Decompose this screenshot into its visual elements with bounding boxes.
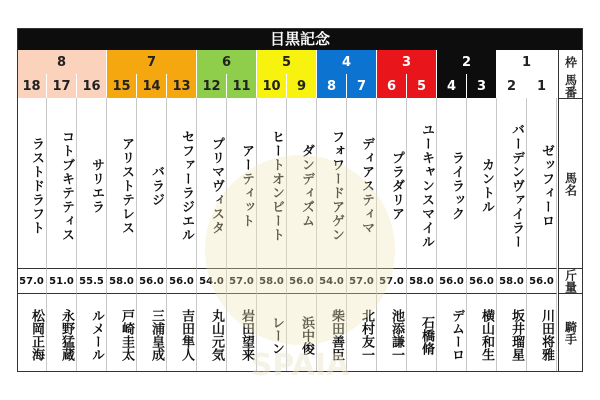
horse-name: ディアスティマ bbox=[347, 98, 377, 268]
jockey-name: 丸山元気 bbox=[197, 293, 227, 372]
jockey-name: レーン bbox=[257, 293, 287, 372]
jockey-name: 池添謙一 bbox=[377, 293, 407, 372]
horse-number: 12 bbox=[197, 74, 227, 98]
horse-number: 5 bbox=[407, 74, 437, 98]
frame-cell: 2 bbox=[437, 50, 497, 74]
jockey-name: 柴田善臣 bbox=[317, 293, 347, 372]
jockey-name: 松岡正海 bbox=[17, 293, 47, 372]
horse-number: 1 bbox=[527, 74, 557, 98]
horse-weight: 56.0 bbox=[437, 268, 467, 293]
horse-name: セファーラジエル bbox=[167, 98, 197, 268]
horse-name: ゼッフィーロ bbox=[527, 98, 557, 268]
horse-name: アーティット bbox=[227, 98, 257, 268]
jockey-name: 吉田隼人 bbox=[167, 293, 197, 372]
horse-number: 2 bbox=[497, 74, 527, 98]
jockey-name: 川田将雅 bbox=[527, 293, 557, 372]
horse-weight: 57.0 bbox=[227, 268, 257, 293]
horse-number: 4 bbox=[437, 74, 467, 98]
horse-name: アリストテレス bbox=[107, 98, 137, 268]
horse-name: ラストドラフト bbox=[17, 98, 47, 268]
frame-cell: 6 bbox=[197, 50, 257, 74]
horse-number: 14 bbox=[137, 74, 167, 98]
horse-name: プラダリア bbox=[377, 98, 407, 268]
race-title: 目黒記念 bbox=[17, 28, 583, 50]
horse-name: バーデンヴァイラー bbox=[497, 98, 527, 268]
horse-number: 8 bbox=[317, 74, 347, 98]
horse-name: ダンディズム bbox=[287, 98, 317, 268]
jockey-name: ルメール bbox=[77, 293, 107, 372]
horse-weight: 57.0 bbox=[17, 268, 47, 293]
horse-name: コトブキテティス bbox=[47, 98, 77, 268]
horse-weight: 54.0 bbox=[317, 268, 347, 293]
horse-name: カントル bbox=[467, 98, 497, 268]
header-jockey: 騎手 bbox=[558, 293, 583, 372]
horse-name: バラジ bbox=[137, 98, 167, 268]
horse-number: 18 bbox=[17, 74, 47, 98]
jockey-name: 石橋脩 bbox=[407, 293, 437, 372]
jockey-name: 浜中俊 bbox=[287, 293, 317, 372]
jockey-name: 永野猛蔵 bbox=[47, 293, 77, 372]
frame-cell: 5 bbox=[257, 50, 317, 74]
horse-weight: 56.0 bbox=[467, 268, 497, 293]
jockey-name: 戸崎圭太 bbox=[107, 293, 137, 372]
horse-number: 7 bbox=[347, 74, 377, 98]
jockey-name: 坂井瑠星 bbox=[497, 293, 527, 372]
horse-weight: 56.0 bbox=[287, 268, 317, 293]
jockey-name: デムーロ bbox=[437, 293, 467, 372]
frame-cell: 4 bbox=[317, 50, 377, 74]
horse-weight: 57.0 bbox=[347, 268, 377, 293]
jockey-name: 北村友一 bbox=[347, 293, 377, 372]
horse-number: 11 bbox=[227, 74, 257, 98]
horse-number: 3 bbox=[467, 74, 497, 98]
frame-cell: 8 bbox=[17, 50, 107, 74]
header-frame: 枠 bbox=[558, 50, 583, 74]
horse-weight: 51.0 bbox=[47, 268, 77, 293]
horse-weight: 55.5 bbox=[77, 268, 107, 293]
header-weight: 斤量 bbox=[558, 268, 583, 293]
horse-number: 16 bbox=[77, 74, 107, 98]
horse-number: 15 bbox=[107, 74, 137, 98]
horse-name: ライラック bbox=[437, 98, 467, 268]
horse-weight: 57.0 bbox=[377, 268, 407, 293]
horse-name: サリエラ bbox=[77, 98, 107, 268]
watermark-text: SPAIA bbox=[250, 348, 350, 383]
horse-number: 6 bbox=[377, 74, 407, 98]
header-number: 馬番 bbox=[558, 74, 583, 98]
horse-weight: 54.0 bbox=[197, 268, 227, 293]
horse-name: ユーキャンスマイル bbox=[407, 98, 437, 268]
header-horse: 馬名 bbox=[558, 98, 583, 268]
horse-number: 13 bbox=[167, 74, 197, 98]
horse-name: フォワードアゲン bbox=[317, 98, 347, 268]
horse-number: 10 bbox=[257, 74, 287, 98]
frame-cell: 3 bbox=[377, 50, 437, 74]
jockey-name: 三浦皇成 bbox=[137, 293, 167, 372]
horse-weight: 56.0 bbox=[527, 268, 557, 293]
horse-weight: 56.0 bbox=[167, 268, 197, 293]
horse-number: 17 bbox=[47, 74, 77, 98]
jockey-name: 岩田望来 bbox=[227, 293, 257, 372]
horse-weight: 56.0 bbox=[137, 268, 167, 293]
horse-weight: 58.0 bbox=[107, 268, 137, 293]
jockey-name: 横山和生 bbox=[467, 293, 497, 372]
horse-weight: 58.0 bbox=[407, 268, 437, 293]
frame-cell: 1 bbox=[497, 50, 557, 74]
horse-name: ヒートオンビート bbox=[257, 98, 287, 268]
frame-cell: 7 bbox=[107, 50, 197, 74]
horse-weight: 58.0 bbox=[497, 268, 527, 293]
horse-name: プリマヴィスタ bbox=[197, 98, 227, 268]
race-card bbox=[17, 28, 583, 372]
horse-number: 9 bbox=[287, 74, 317, 98]
horse-weight: 58.0 bbox=[257, 268, 287, 293]
